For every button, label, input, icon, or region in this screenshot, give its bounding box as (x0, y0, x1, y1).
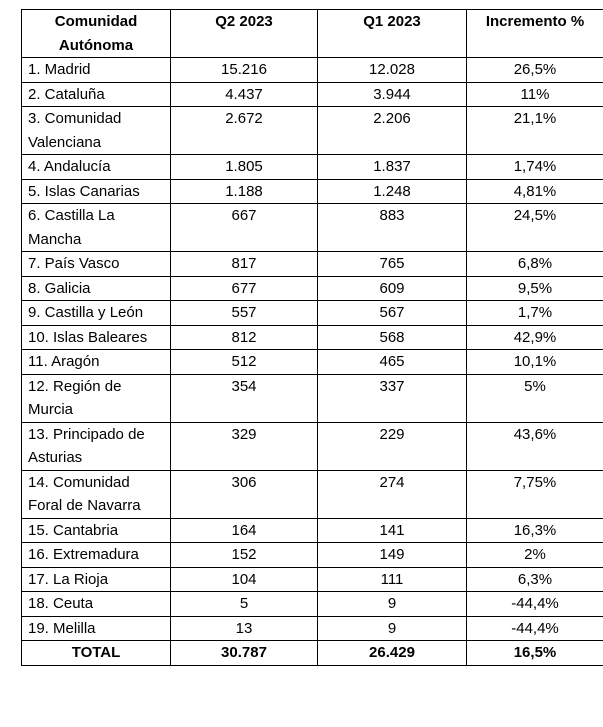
region-cell: 17. La Rioja (22, 567, 171, 592)
q1-cell: 9 (318, 592, 467, 617)
q2-cell: 13 (171, 616, 318, 641)
table-row (22, 470, 603, 518)
table-row (22, 58, 603, 83)
q1-cell: 2.206 (318, 107, 467, 155)
table-header (22, 10, 603, 58)
table-row (22, 422, 603, 470)
region-cell: 5. Islas Canarias (22, 179, 171, 204)
region-cell: 16. Extremadura (22, 543, 171, 568)
q2-cell: 557 (171, 301, 318, 326)
q2-cell: 104 (171, 567, 318, 592)
region-cell: 14. Comunidad Foral de Navarra (22, 470, 171, 518)
q1-cell: 1.837 (318, 155, 467, 180)
increment-cell: 11% (467, 82, 603, 107)
header-increment: Incremento % (467, 10, 603, 58)
increment-cell: 9,5% (467, 276, 603, 301)
table-row (22, 518, 603, 543)
q2-cell: 812 (171, 325, 318, 350)
q2-cell: 354 (171, 374, 318, 422)
q2-cell: 512 (171, 350, 318, 375)
table-row (22, 543, 603, 568)
table-body (22, 58, 603, 641)
table-row (22, 325, 603, 350)
region-cell: 6. Castilla La Mancha (22, 204, 171, 252)
region-cell: 7. País Vasco (22, 252, 171, 277)
table-row (22, 301, 603, 326)
q1-cell: 12.028 (318, 58, 467, 83)
q1-cell: 883 (318, 204, 467, 252)
total-row (22, 641, 603, 666)
increment-cell: 2% (467, 543, 603, 568)
increment-cell: -44,4% (467, 592, 603, 617)
region-cell: 18. Ceuta (22, 592, 171, 617)
header-row (22, 10, 603, 58)
q2-cell: 2.672 (171, 107, 318, 155)
q2-cell: 1.188 (171, 179, 318, 204)
header-region: Comunidad Autónoma (22, 10, 171, 58)
table-row (22, 155, 603, 180)
table-row (22, 252, 603, 277)
region-cell: 13. Principado de Asturias (22, 422, 171, 470)
q1-cell: 274 (318, 470, 467, 518)
table-row (22, 204, 603, 252)
q1-cell: 568 (318, 325, 467, 350)
q2-cell: 667 (171, 204, 318, 252)
total-increment: 16,5% (467, 641, 603, 666)
table-row (22, 107, 603, 155)
region-cell: 8. Galicia (22, 276, 171, 301)
q1-cell: 9 (318, 616, 467, 641)
header-q2: Q2 2023 (171, 10, 318, 58)
increment-cell: 6,3% (467, 567, 603, 592)
q2-cell: 329 (171, 422, 318, 470)
q1-cell: 337 (318, 374, 467, 422)
region-cell: 3. Comunidad Valenciana (22, 107, 171, 155)
region-cell: 11. Aragón (22, 350, 171, 375)
increment-cell: 4,81% (467, 179, 603, 204)
q2-cell: 306 (171, 470, 318, 518)
increment-cell: -44,4% (467, 616, 603, 641)
increment-cell: 1,74% (467, 155, 603, 180)
region-cell: 12. Región de Murcia (22, 374, 171, 422)
increment-cell: 1,7% (467, 301, 603, 326)
increment-cell: 21,1% (467, 107, 603, 155)
region-cell: 1. Madrid (22, 58, 171, 83)
table-row (22, 567, 603, 592)
total-q1: 26.429 (318, 641, 467, 666)
table-row (22, 82, 603, 107)
increment-cell: 7,75% (467, 470, 603, 518)
q2-cell: 164 (171, 518, 318, 543)
q2-cell: 1.805 (171, 155, 318, 180)
region-cell: 9. Castilla y León (22, 301, 171, 326)
table-row (22, 350, 603, 375)
total-q2: 30.787 (171, 641, 318, 666)
q1-cell: 765 (318, 252, 467, 277)
q2-cell: 152 (171, 543, 318, 568)
q2-cell: 15.216 (171, 58, 318, 83)
q1-cell: 465 (318, 350, 467, 375)
q1-cell: 1.248 (318, 179, 467, 204)
q1-cell: 609 (318, 276, 467, 301)
increment-cell: 6,8% (467, 252, 603, 277)
increment-cell: 42,9% (467, 325, 603, 350)
data-table (21, 9, 603, 666)
q1-cell: 567 (318, 301, 467, 326)
q2-cell: 817 (171, 252, 318, 277)
table-row (22, 592, 603, 617)
region-cell: 4. Andalucía (22, 155, 171, 180)
q2-cell: 4.437 (171, 82, 318, 107)
region-cell: 15. Cantabria (22, 518, 171, 543)
q1-cell: 149 (318, 543, 467, 568)
q1-cell: 229 (318, 422, 467, 470)
increment-cell: 10,1% (467, 350, 603, 375)
increment-cell: 43,6% (467, 422, 603, 470)
q1-cell: 141 (318, 518, 467, 543)
total-label: TOTAL (22, 641, 171, 666)
q2-cell: 5 (171, 592, 318, 617)
table-row (22, 179, 603, 204)
q1-cell: 3.944 (318, 82, 467, 107)
header-q1: Q1 2023 (318, 10, 467, 58)
table-row (22, 276, 603, 301)
table-row (22, 616, 603, 641)
table-row (22, 374, 603, 422)
increment-cell: 24,5% (467, 204, 603, 252)
increment-cell: 5% (467, 374, 603, 422)
q1-cell: 111 (318, 567, 467, 592)
increment-cell: 26,5% (467, 58, 603, 83)
region-cell: 19. Melilla (22, 616, 171, 641)
region-cell: 2. Cataluña (22, 82, 171, 107)
increment-cell: 16,3% (467, 518, 603, 543)
region-cell: 10. Islas Baleares (22, 325, 171, 350)
q2-cell: 677 (171, 276, 318, 301)
